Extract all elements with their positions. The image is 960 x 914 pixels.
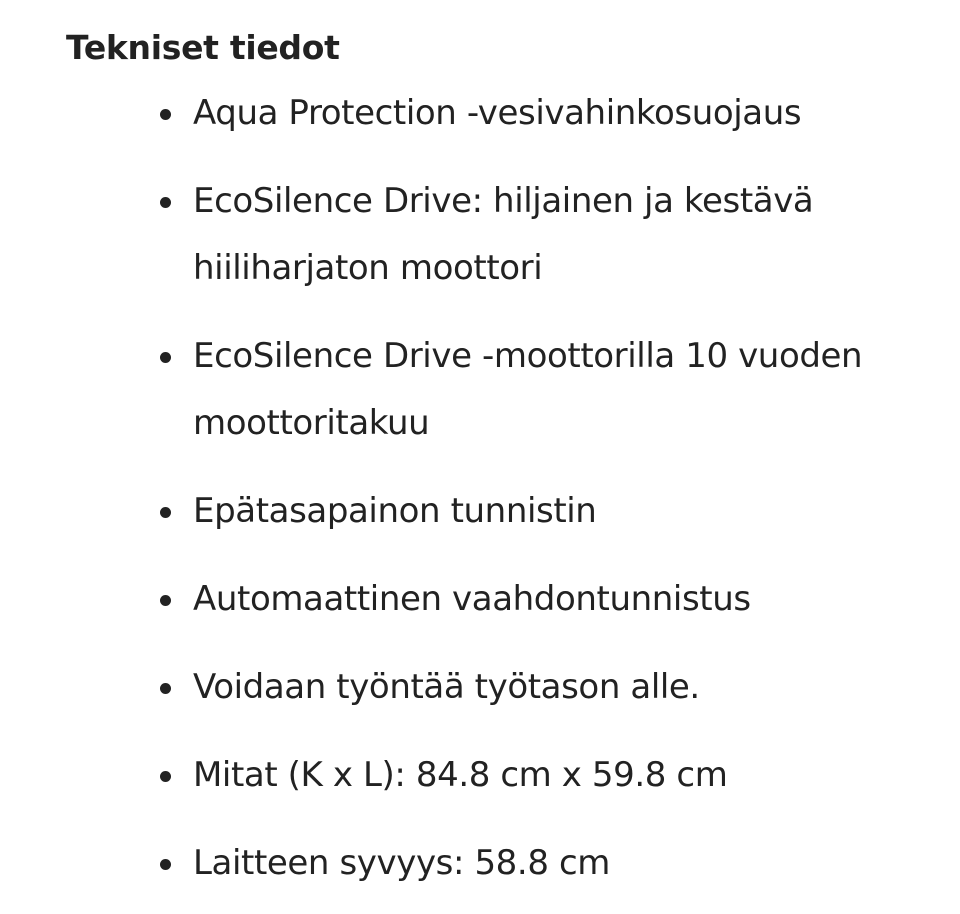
bullet-icon <box>160 197 171 208</box>
spec-item-text <box>193 742 933 809</box>
spec-item-line: Voidaan työntää työtason alle. <box>193 667 700 707</box>
spec-item-line: Epätasapainon tunnistin <box>193 491 597 531</box>
section-title: Tekniset tiedot <box>66 28 340 67</box>
bullet-icon <box>160 595 171 606</box>
spec-item-line: Mitat (K x L): 84.8 cm x 59.8 cm <box>193 755 728 795</box>
bullet-icon <box>160 109 171 120</box>
bullet-icon <box>160 507 171 518</box>
spec-item-text <box>193 566 933 633</box>
spec-item-text <box>193 830 933 897</box>
spec-item-line: EcoSilence Drive -moottorilla 10 vuoden <box>193 336 863 376</box>
spec-item-text <box>193 478 933 545</box>
bullet-icon <box>160 352 171 363</box>
spec-item-line: moottoritakuu <box>193 403 430 443</box>
spec-item-text <box>193 323 933 457</box>
bullet-icon <box>160 771 171 782</box>
spec-item-line: EcoSilence Drive: hiljainen ja kestävä <box>193 181 814 221</box>
spec-item-line: Laitteen syvyys: 58.8 cm <box>193 843 610 883</box>
spec-item-text <box>193 654 933 721</box>
bullet-icon <box>160 859 171 870</box>
spec-item-line: Automaattinen vaahdontunnistus <box>193 579 751 619</box>
spec-item-text <box>193 168 933 302</box>
bullet-icon <box>160 683 171 694</box>
spec-item-text <box>193 80 933 147</box>
spec-item-line: Aqua Protection -vesivahinkosuojaus <box>193 93 802 133</box>
spec-item-line: hiiliharjaton moottori <box>193 248 543 288</box>
